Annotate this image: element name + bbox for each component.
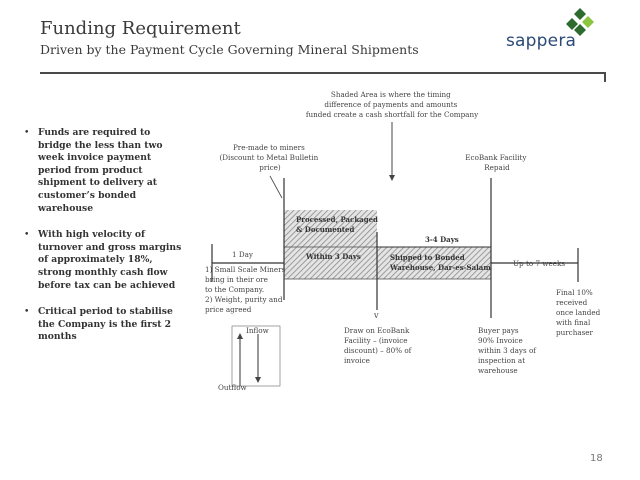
page-subtitle: Driven by the Payment Cycle Governing Mineral Shipments <box>40 42 419 57</box>
page-title: Funding Requirement <box>40 18 241 39</box>
page-number: 18 <box>590 453 603 464</box>
logo-wordmark: sappera <box>506 31 577 51</box>
one-day-label: 1 Day <box>232 250 253 259</box>
final-10-label: Final 10% received once landed with final purchaser <box>556 288 601 337</box>
bullet-critical-period: • Critical period to stabilise the Company is the first 2 months <box>24 306 184 344</box>
prepayment-label: Pre-made to miners (Discount to Metal Bulletin price) <box>219 143 319 172</box>
prepayment-arrow <box>270 176 282 198</box>
bullet-funding-gap: • Funds are required to bridge the less than two week invoice payment period from product shipment to delivery at customer’s bonded warehouse <box>24 127 184 215</box>
up-to-7-weeks-label: Up to 7 weeks <box>513 259 566 268</box>
bullet-cash-flow: • With high velocity of turnover and gross margins of approximately 18%, strong monthly cash flow before tax can be achieved <box>24 229 184 292</box>
buyer-pays-label: Buyer pays 90% Invoice within 3 days of inspection at warehouse <box>478 326 536 375</box>
draw-ecobank-label: Draw on EcoBank Facility – (invoice discount) – 80% of invoice <box>344 326 412 365</box>
shipped-label: Shipped to Bonded Warehouse, Dar-es-Salam <box>390 253 491 272</box>
processed-label: Processed, Packaged & Documented <box>296 215 378 234</box>
ecobank-repaid-label: EcoBank Facility Repaid <box>465 153 527 172</box>
small-scale-miners-label: 1) Small Scale Miners bring in their ore to the Company. 2) Weight, purity and price agreed <box>205 265 286 314</box>
outflow-label: Outflow <box>218 383 247 392</box>
three-four-days-label: 3-4 Days <box>425 235 459 244</box>
svg-text:v: v <box>374 311 379 320</box>
within-3-days-label: Within 3 Days <box>306 252 361 261</box>
flow-legend-box <box>232 326 280 386</box>
inflow-label: Inflow <box>246 326 269 335</box>
shaded-area-note: Shaded Area is where the timing difference of payments and amounts funded create a cash shortfall for the Company <box>305 90 479 119</box>
